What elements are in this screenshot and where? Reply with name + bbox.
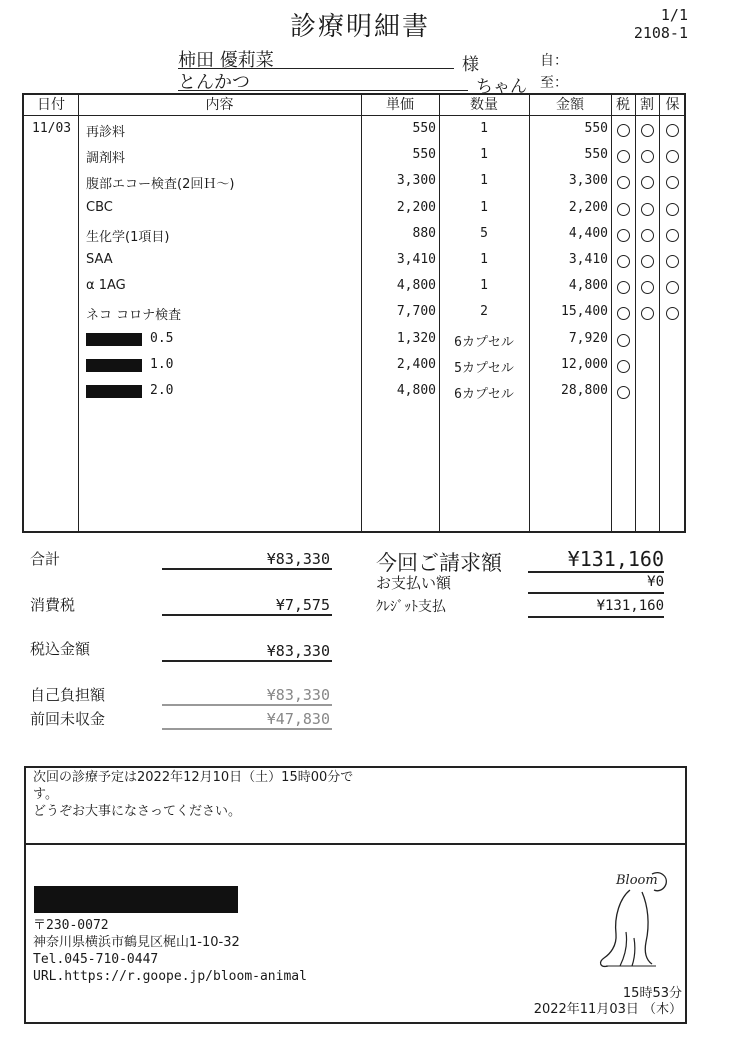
header-amount: 金額 <box>556 97 584 113</box>
pet-name-line <box>178 68 468 91</box>
dog-logo-icon <box>590 862 674 972</box>
discount-mark-icon <box>641 176 654 189</box>
clinic-info <box>33 917 307 985</box>
row-amount: 550 <box>584 121 608 136</box>
document-code: 2108-1 <box>633 24 688 42</box>
header-unit-price: 単価 <box>386 97 414 113</box>
row-unit-price: 880 <box>412 225 436 241</box>
clinic-address: 神奈川県横浜市鶴見区梶山1-10-32 <box>33 935 240 950</box>
self-pay-label: 自己負担額 <box>30 686 106 704</box>
tax-mark-icon <box>617 229 630 242</box>
tax-mark-icon <box>617 307 630 320</box>
insurance-mark-icon <box>666 203 679 216</box>
insurance-mark-icon <box>666 124 679 137</box>
insurance-mark-icon <box>666 281 679 294</box>
pet-name: とんかつ <box>178 72 250 93</box>
credit-label: ｸﾚｼﾞｯﾄ支払 <box>376 599 446 615</box>
redacted-drug-name <box>86 333 142 346</box>
tax-label: 消費税 <box>30 596 76 614</box>
clinic-name-redacted <box>34 886 238 913</box>
billing-total-value: ¥131,160 <box>567 547 664 571</box>
row-quantity: 2 <box>480 304 488 320</box>
row-content: 再診料 <box>86 125 126 140</box>
to-label: 至： <box>540 75 568 91</box>
row-content: 生化学(1項目) <box>86 229 170 245</box>
previous-unpaid-label: 前回未収金 <box>30 710 106 728</box>
row-date: 11/03 <box>32 121 72 136</box>
header-content: 内容 <box>205 97 234 113</box>
row-unit-price: 4,800 <box>396 383 436 398</box>
box-divider <box>24 843 687 845</box>
row-amount: 2,200 <box>568 199 608 215</box>
subtotal-label: 合計 <box>30 550 61 568</box>
tax-value: ¥7,575 <box>275 596 330 614</box>
print-time: 15時53分 <box>622 986 682 1001</box>
notice-line-1: 次回の診療予定は2022年12月10日（土）15時00分で <box>33 770 354 785</box>
row-unit-price: 2,400 <box>396 356 436 372</box>
redacted-drug-name <box>86 359 142 372</box>
row-content: 調剤料 <box>86 151 126 167</box>
row-content: α 1AG <box>86 278 126 294</box>
row-amount: 3,300 <box>568 173 608 189</box>
insurance-mark-icon <box>666 229 679 242</box>
row-unit-price: 3,300 <box>396 173 436 189</box>
row-amount: 550 <box>584 147 608 163</box>
row-quantity: 6カプセル <box>454 387 514 402</box>
from-label: 自： <box>540 53 568 69</box>
clinic-tel: Tel.045-710-0447 <box>33 952 159 967</box>
row-quantity: 1 <box>480 121 488 136</box>
credit-value: ¥131,160 <box>596 598 664 614</box>
paid-label: お支払い額 <box>376 574 452 592</box>
clinic-postal: 〒230-0072 <box>33 918 109 933</box>
tax-mark-icon <box>617 203 630 216</box>
row-amount: 28,800 <box>561 383 608 398</box>
row-content: SAA <box>86 252 113 267</box>
pet-suffix: ちゃん <box>476 77 527 97</box>
row-quantity: 5 <box>480 225 488 241</box>
tax-included-value: ¥83,330 <box>266 642 330 660</box>
next-appointment-notice <box>33 769 353 820</box>
owner-name-line <box>178 46 454 69</box>
insurance-mark-icon <box>666 176 679 189</box>
row-unit-price: 550 <box>412 121 436 136</box>
previous-unpaid-value: ¥47,830 <box>266 710 330 728</box>
notice-line-3: どうぞお大事になさってください。 <box>33 804 242 819</box>
row-content: 1.0 <box>150 356 174 372</box>
discount-mark-icon <box>641 229 654 242</box>
row-content: 2.0 <box>150 383 174 398</box>
owner-suffix: 様 <box>462 55 479 75</box>
clinic-url: URL.https://r.goope.jp/bloom-animal <box>33 969 307 984</box>
row-amount: 12,000 <box>561 356 608 372</box>
row-amount: 4,800 <box>568 278 608 294</box>
row-quantity: 5カプセル <box>454 360 514 376</box>
redacted-drug-name <box>86 385 142 398</box>
discount-mark-icon <box>641 150 654 163</box>
statement-table <box>22 93 686 533</box>
discount-mark-icon <box>641 124 654 137</box>
discount-mark-icon <box>641 203 654 216</box>
tax-mark-icon <box>617 150 630 163</box>
row-quantity: 1 <box>480 278 488 294</box>
row-quantity: 6カプセル <box>454 334 514 350</box>
row-unit-price: 7,700 <box>396 304 436 320</box>
header-insurance: 保 <box>665 97 680 113</box>
header-quantity: 数量 <box>470 97 498 113</box>
tax-mark-icon <box>617 386 630 399</box>
discount-mark-icon <box>641 307 654 320</box>
row-amount: 3,410 <box>568 252 608 267</box>
row-unit-price: 4,800 <box>396 278 436 294</box>
tax-mark-icon <box>617 281 630 294</box>
discount-mark-icon <box>641 281 654 294</box>
discount-mark-icon <box>641 255 654 268</box>
logo-text: Bloom <box>616 873 658 888</box>
row-amount: 7,920 <box>568 330 608 346</box>
row-content: 0.5 <box>150 330 174 346</box>
print-date: 2022年11月03日 （木） <box>533 1002 682 1017</box>
subtotal-value: ¥83,330 <box>266 550 330 568</box>
insurance-mark-icon <box>666 150 679 163</box>
header-discount: 割 <box>640 97 654 113</box>
self-pay-value: ¥83,330 <box>266 686 330 704</box>
tax-mark-icon <box>617 255 630 268</box>
row-amount: 15,400 <box>561 304 608 320</box>
document-title: 診療明細書 <box>290 12 431 42</box>
row-content: CBC <box>86 199 113 215</box>
clinic-logo <box>590 862 674 972</box>
row-unit-price: 550 <box>412 147 436 163</box>
header-date: 日付 <box>37 97 65 113</box>
owner-name: 柿田 優莉菜 <box>178 50 274 71</box>
page-number: 1/1 <box>660 6 688 24</box>
row-content: ネコ コロナ検査 <box>86 308 182 324</box>
header-tax: 税 <box>616 97 630 113</box>
notice-line-2: す。 <box>33 787 58 802</box>
row-quantity: 1 <box>480 199 488 215</box>
billing-total-label: 今回ご請求額 <box>376 551 502 575</box>
row-quantity: 1 <box>480 252 488 267</box>
row-unit-price: 3,410 <box>396 252 436 267</box>
paid-value: ¥0 <box>647 574 664 590</box>
row-unit-price: 2,200 <box>396 199 436 215</box>
row-amount: 4,400 <box>568 225 608 241</box>
row-content: 腹部エコー検査(2回Ｈ～) <box>86 177 235 193</box>
tax-mark-icon <box>617 360 630 373</box>
tax-included-label: 税込金額 <box>30 640 91 658</box>
insurance-mark-icon <box>666 307 679 320</box>
row-quantity: 1 <box>480 173 488 189</box>
tax-mark-icon <box>617 176 630 189</box>
row-unit-price: 1,320 <box>396 330 436 346</box>
tax-mark-icon <box>617 124 630 137</box>
insurance-mark-icon <box>666 255 679 268</box>
row-quantity: 1 <box>480 147 488 163</box>
tax-mark-icon <box>617 334 630 347</box>
